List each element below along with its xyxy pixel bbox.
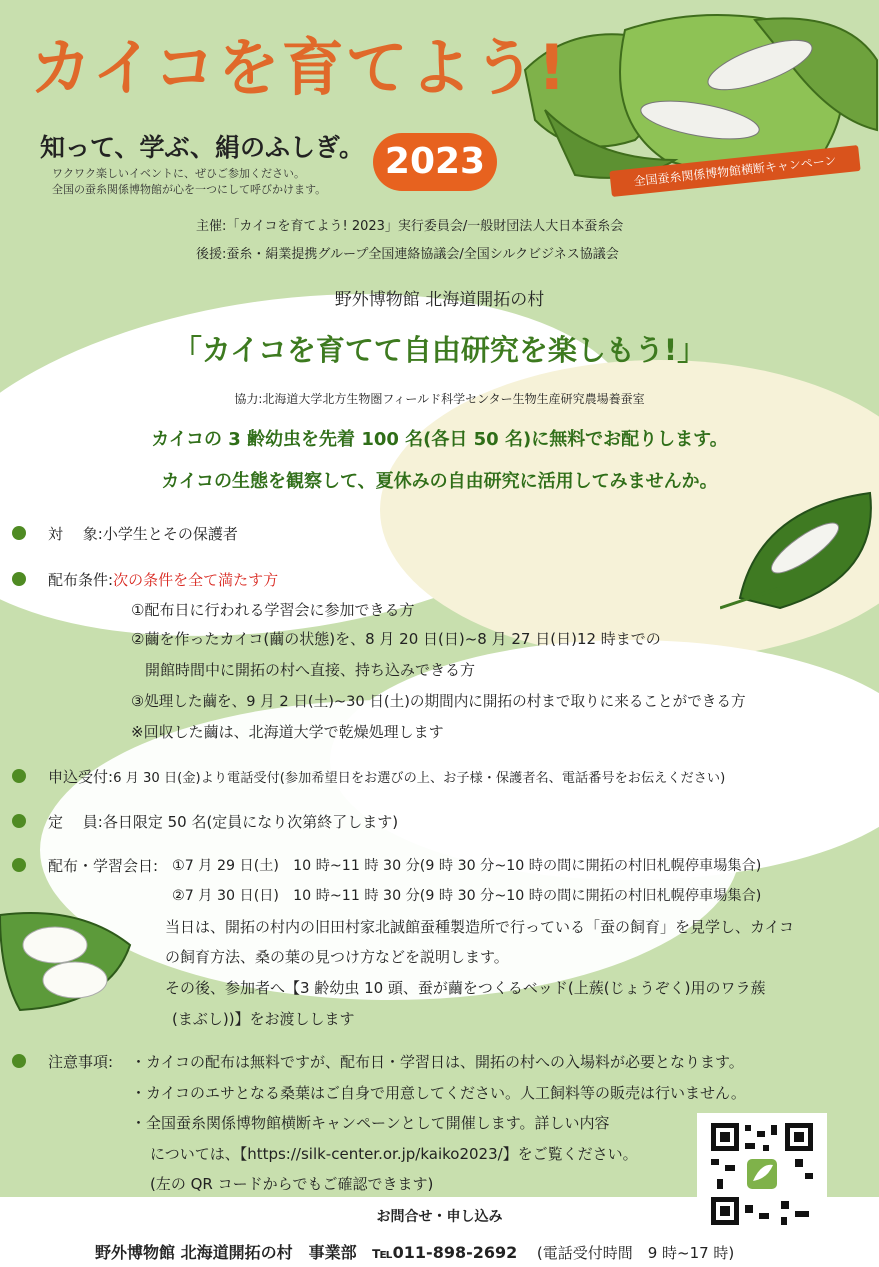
- note-url-line: については、【https://silk-center.or.jp/kaiko2023/】をご覧ください。: [150, 1145, 638, 1163]
- condition-3: ③処理した繭を、9 月 2 日(土)~30 日(土)の期間内に開拓の村まで取りに来ることができる方: [131, 693, 746, 710]
- apply-label: 申込受付:: [48, 768, 114, 786]
- event-title: 「カイコを育てて自由研究を楽しもう!」: [172, 333, 707, 367]
- schedule-desc: 当日は、開拓の村内の旧田村家北誠館蚕種製造所で行っている「蚕の飼育」を見学し、カイコ: [165, 918, 794, 936]
- footer-org: 野外博物館 北海道開拓の村 事業部: [95, 1243, 357, 1262]
- target-label: 対 象:: [48, 525, 103, 543]
- conditions-row: [48, 569, 278, 590]
- qr-code[interactable]: [697, 1113, 827, 1233]
- schedule-desc: (まぶし))】をお渡しします: [172, 1010, 355, 1028]
- footer-tel: ℡011-898-2692: [372, 1243, 518, 1262]
- schedule-desc: の飼育方法、桑の葉の見つけ方などを説明します。: [165, 948, 509, 966]
- note-line: ・カイコの配布は無料ですが、配布日・学習日は、開拓の村への入場料が必要となります。: [131, 1053, 744, 1071]
- cooperation-line: 協力:北海道大学北方生物圏フィールド科学センター生物生産研究農場養蚕室: [234, 392, 645, 406]
- target-row: [48, 523, 238, 544]
- lead-line: カイコの生態を観察して、夏休みの自由研究に活用してみませんか。: [161, 471, 718, 492]
- schedule-desc: その後、参加者へ【3 齢幼虫 10 頭、蚕が繭をつくるベッド(上蔟(じょうぞく)用のワラ蔟: [165, 979, 766, 997]
- capacity-label: 定 員:: [48, 813, 103, 831]
- footer-contact-line: [95, 1240, 734, 1263]
- condition-note: ※回収した繭は、北海道大学で乾燥処理します: [131, 723, 444, 741]
- campaign-title: カイコを育てよう!: [30, 31, 568, 104]
- venue-name: 野外博物館 北海道開拓の村: [334, 290, 545, 310]
- year-badge: 2023: [373, 133, 497, 191]
- silkworm-leaf-illustration: [720, 488, 879, 618]
- bullet-icon: [12, 858, 26, 872]
- bullet-icon: [12, 769, 26, 783]
- target-value: 小学生とその保護者: [102, 525, 238, 543]
- notes-label: 注意事項:: [48, 1053, 114, 1071]
- conditions-value: 次の条件を全て満たす方: [113, 571, 279, 589]
- schedule-2: ②7 月 30 日(日) 10 時~11 時 30 分(9 時 30 分~10 時の間に開拓の村旧札幌停車場集合): [172, 888, 762, 904]
- note-line: ・カイコのエサとなる桑葉はご自身で用意してください。人工飼料等の販売は行いません。: [131, 1084, 746, 1102]
- contact-label: お問合せ・申し込み: [376, 1209, 503, 1225]
- apply-value: 6 月 30 日(金)より電話受付(参加希望日をお選びの上、お子様・保護者名、電話番号をお伝えください): [113, 771, 726, 786]
- lead-line: カイコの 3 齢幼虫を先着 100 名(各日 50 名)に無料でお配りします。: [151, 429, 728, 450]
- sponsor-line: 後援:蚕糸・絹業提携グループ全国連絡協議会/全国シルクビジネス協議会: [196, 247, 619, 262]
- condition-1: ①配布日に行われる学習会に参加できる方: [131, 601, 415, 619]
- capacity-value: 各日限定 50 名(定員になり次第終了します): [102, 813, 399, 831]
- cocoon-illustration: [0, 905, 135, 1015]
- schedule-1: ①7 月 29 日(土) 10 時~11 時 30 分(9 時 30 分~10 時の間に開拓の村旧札幌停車場集合): [172, 858, 762, 874]
- intro-text: [52, 166, 326, 198]
- schedule-label: 配布・学習会日:: [48, 857, 159, 875]
- condition-2a: ②繭を作ったカイコ(繭の状態)を、8 月 20 日(日)~8 月 27 日(日)12 時までの: [131, 630, 661, 648]
- qr-code-icon: [697, 1113, 827, 1233]
- intro-line: ワクワク楽しいイベントに、ぜひご参加ください。: [52, 167, 305, 180]
- campaign-ribbon: 全国蚕糸関係博物館横断キャンペーン: [609, 145, 860, 197]
- footer-hours: (電話受付時間 9 時~17 時): [536, 1244, 735, 1262]
- campaign-subtitle: 知って、学ぶ、絹のふしぎ。: [40, 133, 365, 162]
- bullet-icon: [12, 572, 26, 586]
- bullet-icon: [12, 526, 26, 540]
- apply-row: [48, 766, 725, 787]
- organizer-line: 主催:「カイコを育てよう! 2023」実行委員会/一般財団法人大日本蚕糸会: [196, 219, 624, 234]
- conditions-label: 配布条件:: [48, 571, 114, 589]
- note-line: (左の QR コードからでもご確認できます): [150, 1175, 434, 1193]
- intro-line: 全国の蚕糸関係博物館が心を一つにして呼びかけます。: [52, 183, 327, 196]
- condition-2b: 開館時間中に開拓の村へ直接、持ち込みできる方: [145, 661, 476, 679]
- bullet-icon: [12, 814, 26, 828]
- note-line: ・全国蚕糸関係博物館横断キャンペーンとして開催します。詳しい内容: [131, 1114, 610, 1132]
- bullet-icon: [12, 1054, 26, 1068]
- capacity-row: [48, 811, 398, 832]
